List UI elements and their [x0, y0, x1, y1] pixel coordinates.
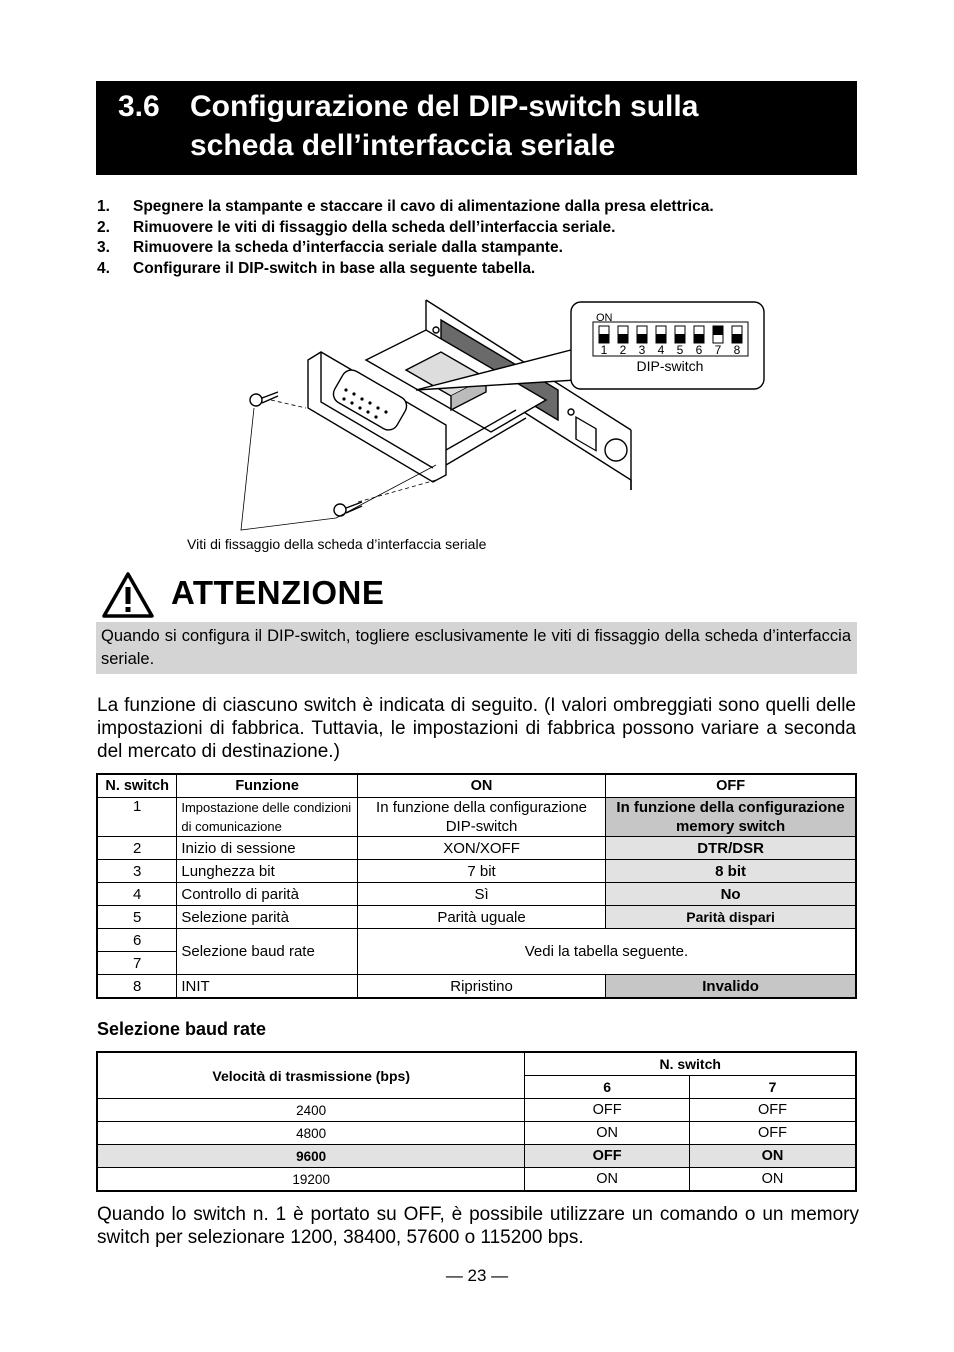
list-item [97, 198, 857, 219]
cell-speed: 4800 [97, 1122, 525, 1145]
warning-text: Quando si configura il DIP-switch, togliere esclusivamente le viti di fissaggio della scheda d’interfaccia seriale. [96, 622, 857, 674]
cell-function: Controllo di parità [177, 883, 358, 906]
table-header-row [97, 1052, 856, 1076]
cell-on: Ripristino [357, 975, 605, 999]
table-header-row [97, 774, 856, 798]
header-on: ON [357, 774, 605, 798]
cell-off: DTR/DSR [606, 837, 856, 860]
interface-card-illustration [96, 290, 856, 570]
table-row [97, 883, 856, 906]
table-row [97, 860, 856, 883]
cell-switch-6: ON [525, 1122, 690, 1145]
dip-switch-number: 4 [657, 343, 665, 357]
cell-off: In funzione della configurazione memory switch [606, 798, 856, 837]
header-switch-6: 6 [525, 1076, 690, 1099]
step-number: 1. [97, 198, 110, 215]
dip-switch-knob [732, 334, 742, 343]
dip-switch-knob [713, 326, 723, 335]
cell-on: In funzione della configurazione DIP-switch [357, 798, 605, 837]
cell-off: Parità dispari [606, 906, 856, 929]
cell-function: Selezione parità [177, 906, 358, 929]
dip-switch-knob [656, 334, 666, 343]
step-text: Rimuovere la scheda d’interfaccia seriale dalla stampante. [133, 239, 563, 256]
cell-switch-number: 6 [97, 929, 177, 952]
cell-switch-7: ON [689, 1145, 856, 1168]
cell-function: Selezione baud rate [177, 929, 358, 975]
dip-on-label: ON [596, 312, 613, 324]
cell-speed: 19200 [97, 1168, 525, 1192]
table-row [97, 1145, 856, 1168]
switch-function-table [96, 773, 857, 999]
list-item [97, 239, 857, 260]
step-text: Configurare il DIP-switch in base alla seguente tabella. [133, 259, 536, 277]
cell-switch-6: OFF [525, 1099, 690, 1122]
cell-function: INIT [177, 975, 358, 999]
dip-switch-number: 5 [676, 343, 684, 357]
dip-switch-knob [599, 334, 609, 343]
steps-list [97, 198, 857, 280]
dip-switch-number: 3 [638, 343, 646, 357]
cell-switch-number: 2 [97, 837, 177, 860]
cell-off: 8 bit [606, 860, 856, 883]
dip-switch-label: DIP-switch [636, 358, 704, 374]
figure-caption: Viti di fissaggio della scheda d’interfaccia seriale [187, 536, 487, 552]
step-text: Spegnere la stampante e staccare il cavo di alimentazione dalla presa elettrica. [133, 198, 714, 215]
list-item [97, 219, 857, 240]
cell-speed: 2400 [97, 1099, 525, 1122]
cell-switch-7: OFF [689, 1099, 856, 1122]
dip-switch-knob [694, 334, 704, 343]
table-row [97, 929, 856, 952]
cell-switch-6: OFF [525, 1145, 690, 1168]
cell-function: Lunghezza bit [177, 860, 358, 883]
table-row [97, 1122, 856, 1145]
cell-function: Inizio di sessione [177, 837, 358, 860]
dip-switch-number: 8 [733, 343, 741, 357]
cell-switch-7: OFF [689, 1122, 856, 1145]
table-row [97, 906, 856, 929]
header-switch-number: N. switch [97, 774, 177, 798]
table-row [97, 1168, 856, 1192]
cell-on: Sì [357, 883, 605, 906]
dip-switch-knob [618, 334, 628, 343]
cell-switch-number: 5 [97, 906, 177, 929]
cell-function: Impostazione delle condizioni di comunicazione [177, 798, 358, 837]
section-number: 3.6 [118, 90, 160, 123]
baud-rate-heading: Selezione baud rate [97, 1019, 267, 1039]
baud-rate-table [96, 1051, 857, 1192]
section-title-line1: Configurazione del DIP-switch sulla [190, 90, 699, 123]
table-row [97, 1099, 856, 1122]
cell-switch-number: 4 [97, 883, 177, 906]
header-switch-number: N. switch [525, 1052, 856, 1076]
cell-on: Parità uguale [357, 906, 605, 929]
cell-switch-7: ON [689, 1168, 856, 1192]
cell-switch-number: 8 [97, 975, 177, 999]
step-number: 2. [97, 218, 110, 236]
dip-switch-number: 1 [600, 343, 608, 357]
table-row [97, 837, 856, 860]
warning-title: ATTENZIONE [171, 574, 385, 611]
dip-switch-knob [675, 334, 685, 343]
cell-switch-6: ON [525, 1168, 690, 1192]
cell-on: XON/XOFF [357, 837, 605, 860]
header-off: OFF [606, 774, 856, 798]
header-speed: Velocità di trasmissione (bps) [97, 1052, 525, 1099]
intro-paragraph: La funzione di ciascuno switch è indicata di seguito. (I valori ombreggiati sono quelli delle impostazioni di fabbrica. Tuttavia, le impostazioni di fabbrica possono variare a seconda del mercato di destinazione.) [97, 695, 856, 762]
cell-switch-number: 3 [97, 860, 177, 883]
cell-switch-number: 7 [97, 952, 177, 975]
table-row [97, 975, 856, 999]
dip-switch-knob [637, 334, 647, 343]
page-number: — 23 — [445, 1266, 509, 1285]
cell-speed: 9600 [97, 1145, 525, 1168]
cell-switch-number: 1 [97, 798, 177, 837]
cell-on: 7 bit [357, 860, 605, 883]
list-item [97, 260, 857, 281]
closing-paragraph: Quando lo switch n. 1 è portato su OFF, è possibile utilizzare un comando o un memory switch per selezionare 1200, 38400, 57600 o 115200 bps. [97, 1204, 859, 1248]
table-row [97, 798, 856, 837]
step-number: 4. [97, 259, 110, 277]
cell-off: Invalido [606, 975, 856, 999]
header-switch-7: 7 [689, 1076, 856, 1099]
cell-off: No [606, 883, 856, 906]
step-text: Rimuovere le viti di fissaggio della scheda dell’interfaccia seriale. [133, 218, 616, 236]
section-title-line2: scheda dell’interfaccia seriale [190, 129, 616, 162]
step-number: 3. [97, 239, 110, 256]
section-title-bar [96, 81, 857, 175]
dip-switch-number: 6 [695, 343, 703, 357]
warning-triangle-icon [101, 571, 155, 619]
dip-switch-number: 7 [714, 343, 722, 357]
header-function: Funzione [177, 774, 358, 798]
cell-merged-note: Vedi la tabella seguente. [357, 929, 856, 975]
dip-switch-number: 2 [619, 343, 627, 357]
